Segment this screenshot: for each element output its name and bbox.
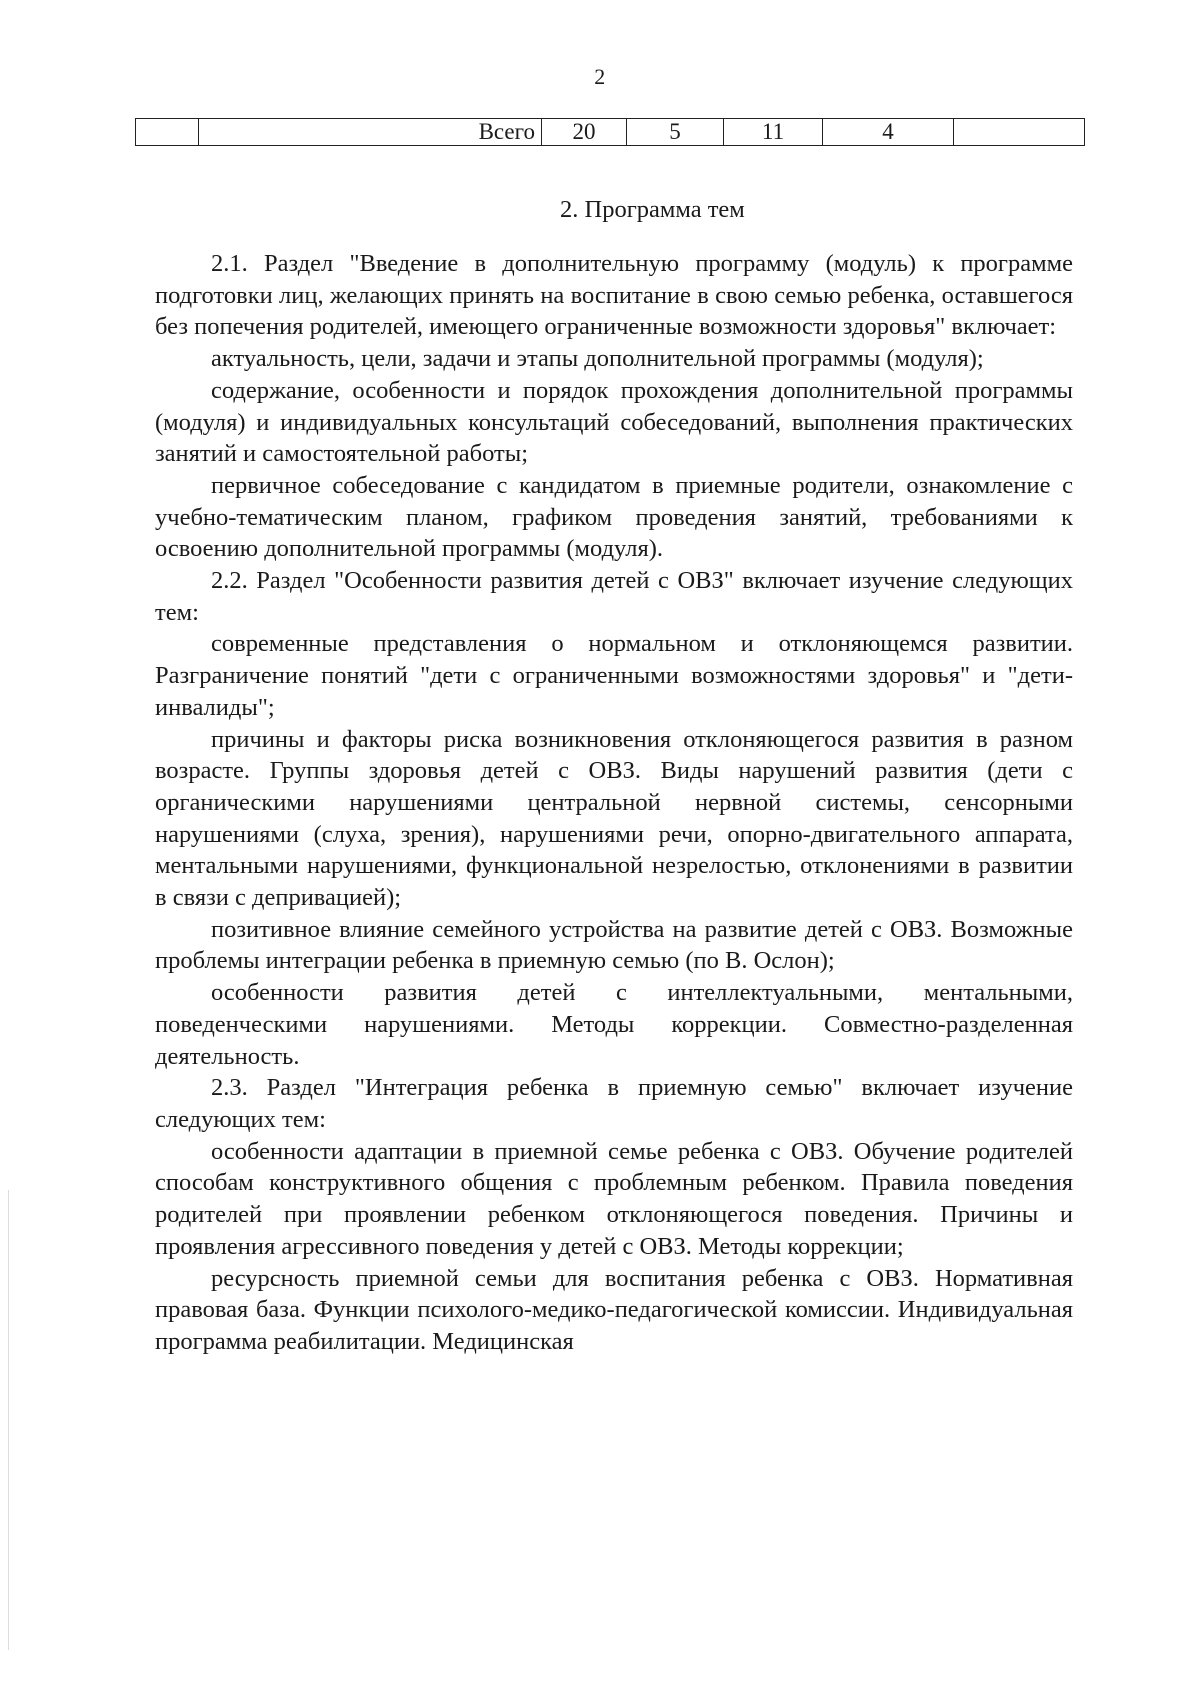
- table-cell-empty: [954, 119, 1085, 146]
- table-cell-value: 11: [724, 119, 823, 146]
- table-cell-value: 20: [542, 119, 627, 146]
- table-cell-value: 4: [823, 119, 954, 146]
- paragraph: позитивное влияние семейного устройства на развитие детей с ОВЗ. Возможные проблемы интеграции ребенка в приемную семью (по В. Ослон);: [155, 915, 1073, 975]
- scan-edge-mark: [8, 1190, 9, 1650]
- summary-table: [135, 118, 1085, 146]
- paragraph: 2.3. Раздел "Интеграция ребенка в приемную семью" включает изучение следующих тем:: [155, 1074, 1073, 1133]
- table-cell-value: 5: [627, 119, 724, 146]
- paragraph: причины и факторы риска возникновения отклоняющегося развития в разном возрасте. Группы здоровья детей с ОВЗ. Виды нарушений развития (дети с органическими нарушениями центральной нервной системы, сенсорными нарушениями (слуха, зрения), нарушениями речи, опорно-двигательного аппарата, ментальными нарушениями, функциональной незрелостью, отклонениями в развитии в связи с депривацией);: [155, 725, 1073, 912]
- section-title: 2. Программа тем: [560, 196, 745, 223]
- page-number: 2: [594, 64, 606, 89]
- table-cell-empty: [136, 119, 199, 146]
- table-cell-total-label: Всего: [199, 119, 542, 146]
- paragraph: современные представления о нормальном и отклоняющемся развитии. Разграничение понятий "дети с ограниченными возможностями здоровья" и "дети-инвалиды";: [155, 630, 1073, 721]
- document-body: [155, 248, 1073, 1358]
- paragraph: особенности адаптации в приемной семье ребенка с ОВЗ. Обучение родителей способам конструктивного общения с проблемным ребенком. Правила поведения родителей при проявлении ребенком отклоняющегося поведения. Причины и проявления агрессивного поведения у детей с ОВЗ. Методы коррекции;: [155, 1137, 1073, 1260]
- paragraph: актуальность, цели, задачи и этапы дополнительной программы (модуля);: [211, 345, 984, 373]
- paragraph: ресурсность приемной семьи для воспитания ребенка с ОВЗ. Нормативная правовая база. Функции психолого-медико-педагогической комиссии. Индивидуальная программа реабилитации. Медицинская: [155, 1264, 1073, 1355]
- paragraph: особенности развития детей с интеллектуальными, ментальными, поведенческими нарушениями. Методы коррекции. Совместно-разделенная деятельность.: [155, 979, 1073, 1070]
- paragraph: первичное собеседование с кандидатом в приемные родители, ознакомление с учебно-тематическим планом, графиком проведения занятий, требованиями к освоению дополнительной программы (модуля).: [155, 471, 1073, 563]
- paragraph: 2.1. Раздел "Введение в дополнительную программу (модуль) к программе подготовки лиц, желающих принять на воспитание в свою семью ребенка, оставшегося без попечения родителей, имеющего ограниченные возможности здоровья" включает:: [155, 250, 1073, 341]
- paragraph: содержание, особенности и порядок прохождения дополнительной программы (модуля) и индивидуальных консультаций собеседований, выполнения практических занятий и самостоятельной работы;: [155, 376, 1073, 468]
- paragraph: 2.2. Раздел "Особенности развития детей с ОВЗ" включает изучение следующих тем:: [155, 567, 1073, 626]
- table-row: [136, 119, 1085, 146]
